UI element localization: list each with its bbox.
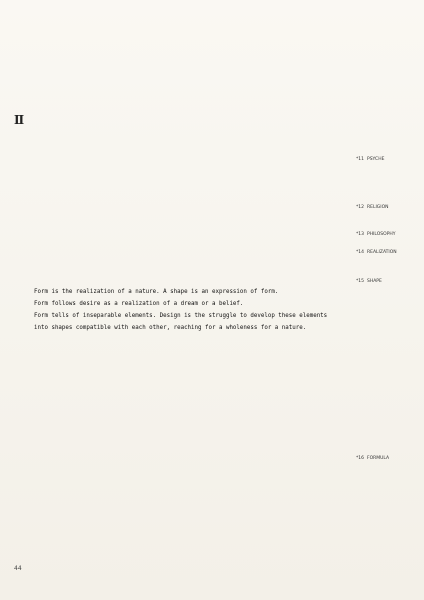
body-line: [16, 193, 328, 204]
margin-note-label: PSYCHE: [366, 157, 385, 162]
body-line: [16, 224, 328, 235]
body-line: [16, 446, 328, 457]
margin-note-religion: [356, 205, 418, 211]
quote-line: into shapes compatible with each other, reaching for a wholeness for a nature.: [34, 325, 307, 331]
body-line: [16, 414, 328, 425]
margin-note-philosophy: [356, 232, 418, 238]
quote-line: Form follows desire as a realization of a dream or a belief.: [34, 301, 244, 307]
body-line: [16, 214, 328, 225]
body-line: [16, 488, 328, 499]
margin-note-label: FORMULA: [366, 456, 390, 461]
margin-note-shape: [356, 279, 418, 285]
margin-note-label: PHILOSOPHY: [366, 232, 396, 237]
body-line: [16, 404, 328, 415]
body-line: [16, 203, 328, 214]
body-line: [16, 245, 328, 256]
body-text-top: [16, 125, 328, 157]
body-text-middle: [16, 182, 328, 287]
margin-note-formula: [356, 456, 418, 462]
body-line: [16, 467, 328, 478]
body-line: [16, 425, 328, 436]
margin-note-label: RELIGION: [366, 205, 389, 210]
margin-note-ref: *15: [356, 279, 364, 284]
body-line: [16, 125, 328, 136]
margin-note-realization: [356, 250, 418, 256]
english-quote: [34, 287, 374, 335]
body-line: [16, 477, 328, 488]
body-line: [16, 383, 328, 394]
body-line: [16, 235, 328, 246]
body-line: [16, 146, 328, 157]
body-line: [16, 266, 328, 277]
body-line: [16, 509, 328, 520]
page-number: 44: [14, 565, 22, 572]
body-line: [16, 540, 328, 551]
quote-line: Form is the realization of a nature. A shape is an expression of form.: [34, 289, 279, 295]
body-line: [16, 435, 328, 446]
body-text-bottom: [16, 372, 328, 551]
margin-note-ref: *12: [356, 205, 364, 210]
body-line: [16, 456, 328, 467]
margin-note-psyche: [356, 157, 418, 163]
margin-note-ref: *11: [356, 157, 364, 162]
body-line: [16, 498, 328, 509]
body-line: [16, 182, 328, 193]
quote-line: Form tells of inseparable elements. Design is the struggle to develop these elements: [34, 313, 328, 319]
margin-note-ref: *13: [356, 232, 364, 237]
body-line: [16, 136, 328, 147]
body-line: [16, 393, 328, 404]
body-line: [16, 372, 328, 383]
margin-note-ref: *14: [356, 250, 364, 255]
margin-note-label: SHAPE: [366, 279, 382, 284]
section-number: Ⅱ: [14, 113, 25, 127]
margin-note-label: REALIZATION: [366, 250, 397, 255]
margin-note-ref: *16: [356, 456, 364, 461]
body-line: [16, 256, 328, 267]
body-line: [16, 277, 328, 288]
body-line: [16, 519, 328, 530]
body-line: [16, 530, 328, 541]
